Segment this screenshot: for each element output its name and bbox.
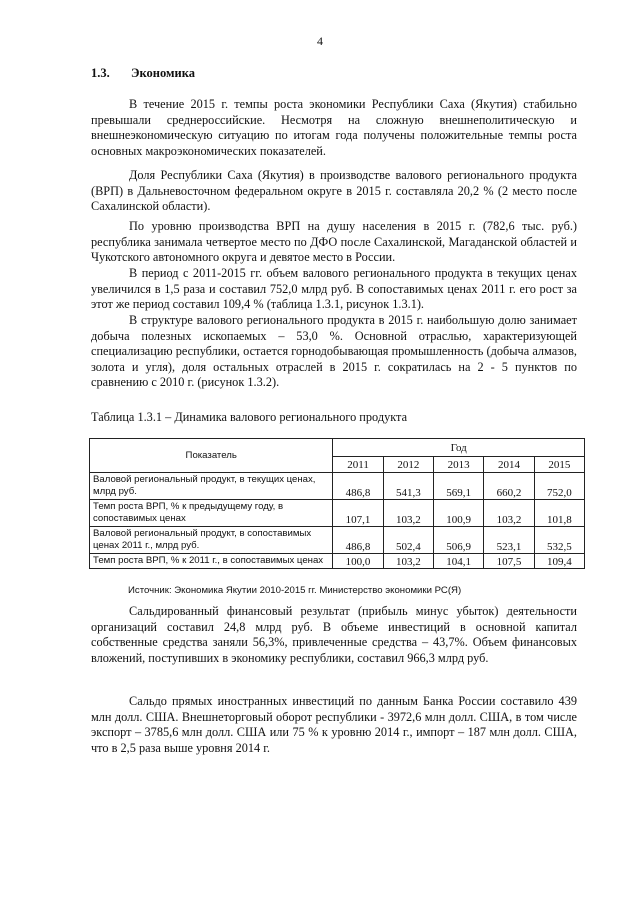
- section-heading: [91, 66, 195, 81]
- page-number: 4: [317, 34, 323, 48]
- year-cell: 2014: [484, 457, 534, 473]
- paragraph-per-capita: По уровню производства ВРП на душу населения в 2015 г. (782,6 тыс. руб.) республика занимала четвертое место по ДФО после Сахалинской, Магаданской областей и Чукотского автономного округа и девятое место в России.: [91, 219, 577, 265]
- value-cell: 107,5: [484, 554, 534, 569]
- value-cell: 486,8: [333, 527, 383, 554]
- table-source: Источник: Экономика Якутии 2010-2015 гг. Министерство экономики РС(Я): [128, 585, 462, 596]
- paragraph-growth: В течение 2015 г. темпы роста экономики Республики Саха (Якутия) стабильно превышали среднероссийские. Несмотря на сложную внешнеполитическую и внешнеэкономическую ситуацию по итогам года получены положительные темпы роста основных макроэкономических показателей.: [91, 97, 577, 158]
- paragraph-financial-result: Сальдированный финансовый результат (прибыль минус убыток) деятельности организаций составил 24,8 млрд руб. В объеме инвестиций в основной капитал собственные средства заняли 56,3%, привлеченные средства – 43,7%. Объем финансовых вложений, поступивших в экономику республики, составил 966,3 млрд руб.: [91, 604, 577, 665]
- value-cell: 103,2: [484, 500, 534, 527]
- table-row: [90, 473, 585, 500]
- value-cell: 506,9: [434, 527, 484, 554]
- value-cell: 109,4: [534, 554, 584, 569]
- value-cell: 569,1: [434, 473, 484, 500]
- value-cell: 541,3: [383, 473, 433, 500]
- paragraph-foreign-trade: Сальдо прямых иностранных инвестиций по данным Банка России составило 439 млн долл. США. Внешнеторговый оборот республики - 3972,6 млн долл. США, в том числе экспорт – 3785,6 млн долл. США или 75 % к уровню 2014 г., импорт – 187 млн долл. США, что в 2,5 раза выше уровня 2014 г.: [91, 694, 577, 755]
- value-cell: 523,1: [484, 527, 534, 554]
- value-cell: 103,2: [383, 554, 433, 569]
- value-cell: 752,0: [534, 473, 584, 500]
- year-cell: 2011: [333, 457, 383, 473]
- value-cell: 104,1: [434, 554, 484, 569]
- paragraph-share: Доля Республики Саха (Якутия) в производстве валового регионального продукта (ВРП) в Дальневосточном федеральном округе в 2015 г. составляла 20,2 % (2 место после Сахалинской области).: [91, 168, 577, 214]
- paragraph-structure: В структуре валового регионального продукта в 2015 г. наибольшую долю занимает добыча полезных ископаемых – 53,0 %. Основной отраслью, характеризующей специализацию республики, остается горнодобывающая промышленность (добыча алмазов, золота и угля), доля остальных отраслей в 2015 г. сократилась на 2 - 5 пунктов по сравнению с 2010 г. (рисунок 1.3.2).: [91, 313, 577, 390]
- table-caption: Таблица 1.3.1 – Динамика валового регионального продукта: [91, 410, 408, 424]
- value-cell: 660,2: [484, 473, 534, 500]
- table-row: [90, 554, 585, 569]
- value-cell: 103,2: [383, 500, 433, 527]
- section-number: 1.3.: [91, 66, 110, 80]
- row-label: Валовой региональный продукт, в текущих ценах, млрд руб.: [90, 473, 333, 500]
- value-cell: 107,1: [333, 500, 383, 527]
- paragraph-grp-volume: В период с 2011-2015 гг. объем валового регионального продукта в текущих ценах увеличился в 1,5 раза и составил 752,0 млрд руб. В сопоставимых ценах 2011 г. его рост за этот же период составил 109,4 % (таблица 1.3.1, рисунок 1.3.1).: [91, 266, 577, 312]
- value-cell: 100,9: [434, 500, 484, 527]
- year-cell: 2015: [534, 457, 584, 473]
- row-label: Валовой региональный продукт, в сопоставимых ценах 2011 г., млрд руб.: [90, 527, 333, 554]
- value-cell: 486,8: [333, 473, 383, 500]
- year-cell: 2013: [434, 457, 484, 473]
- year-header: Год: [333, 439, 585, 457]
- indicator-header: Показатель: [90, 439, 333, 473]
- value-cell: 101,8: [534, 500, 584, 527]
- grp-table: [89, 438, 585, 569]
- table-row: [90, 500, 585, 527]
- year-cell: 2012: [383, 457, 433, 473]
- value-cell: 502,4: [383, 527, 433, 554]
- value-cell: 532,5: [534, 527, 584, 554]
- section-title: Экономика: [131, 66, 195, 80]
- value-cell: 100,0: [333, 554, 383, 569]
- table-row: [90, 527, 585, 554]
- row-label: Темп роста ВРП, % к предыдущему году, в сопоставимых ценах: [90, 500, 333, 527]
- row-label: Темп роста ВРП, % к 2011 г., в сопоставимых ценах: [90, 554, 333, 569]
